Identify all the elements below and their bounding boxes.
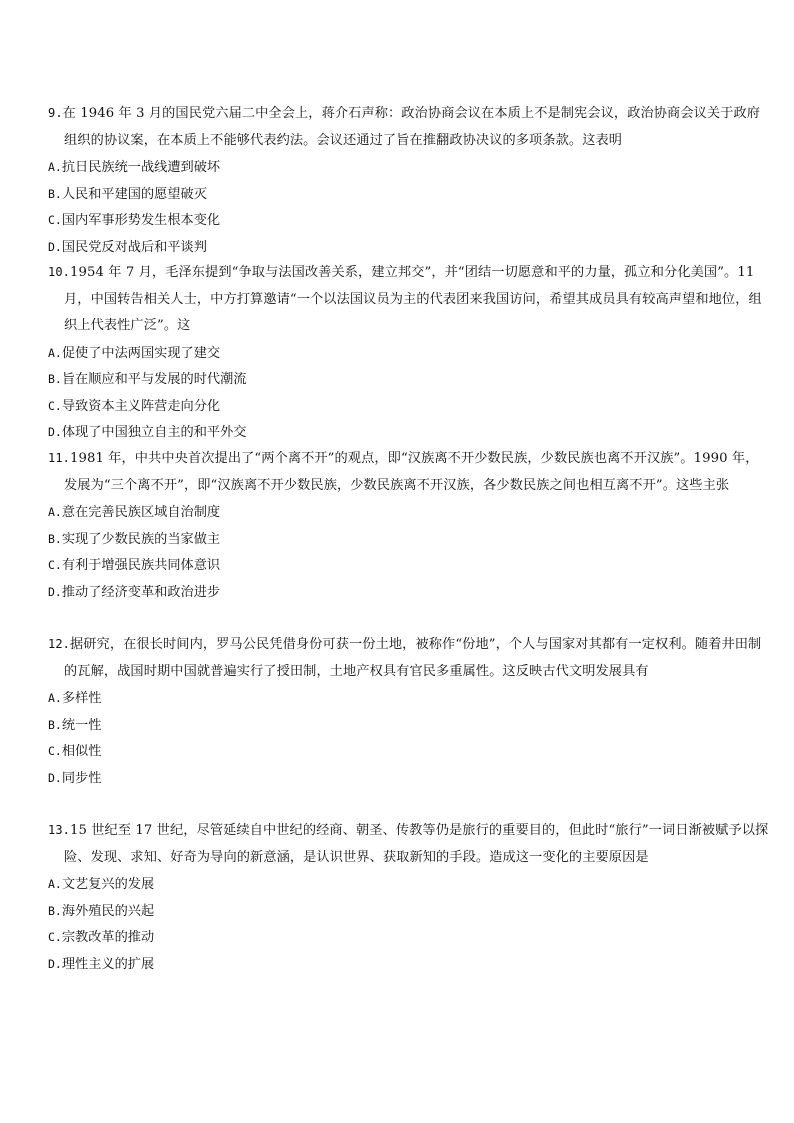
option-letter: D. (48, 956, 62, 971)
option-d[interactable] (48, 951, 770, 978)
option-text: 海外殖民的兴起 (61, 903, 155, 919)
question-12 (48, 631, 770, 791)
question-stem (48, 100, 770, 154)
option-letter: A. (48, 691, 62, 705)
option-d[interactable] (48, 579, 770, 606)
option-text: 旨在顺应和平与发展的时代潮流 (61, 372, 247, 387)
option-text: 国民党反对战后和平谈判 (61, 239, 207, 255)
option-text: 人民和平建国的愿望破灭 (61, 186, 207, 202)
option-letter: A. (48, 160, 62, 174)
option-text: 国内军事形势发生根本变化 (61, 213, 221, 228)
question-text: 据研究，在很长时间内，罗马公民凭借身份可获一份土地，被称作“份地”，个人与国家对其都有一定权利。随着井田制的瓦解，战国时期中国就普遍实行了授田制，土地产权具有官民多重属性。这反映古代文明发展具有 (64, 637, 762, 679)
option-letter: B. (48, 186, 62, 201)
question-text: 1954 年 7 月，毛泽东提到“争取与法国改善关系，建立邦交”，并“团结一切愿意和平的力量，孤立和分化美国”。11 月，中国转告相关人士，中方打算邀请“一个以法国议员为主的代表团来我国访问，希望其成员具有较高声望和地位，组织上代表性广泛”。这 (64, 265, 762, 333)
option-letter: B. (48, 372, 62, 386)
option-letter: B. (48, 717, 62, 732)
option-letter: D. (48, 239, 62, 254)
option-text: 抗日民族统一战线遭到破坏 (61, 160, 221, 175)
question-stem (48, 259, 770, 340)
option-c[interactable] (48, 924, 770, 951)
option-letter: A. (48, 505, 62, 519)
option-text: 推动了经济变革和政治进步 (61, 584, 221, 600)
question-number: 13. (48, 823, 70, 837)
option-text: 有利于增强民族共同体意识 (61, 558, 221, 573)
option-a[interactable] (48, 154, 770, 181)
answer-options (48, 499, 770, 605)
option-d[interactable] (48, 419, 770, 446)
option-letter: C. (48, 213, 62, 227)
option-letter: D. (48, 425, 62, 439)
answer-options (48, 340, 770, 446)
question-13 (48, 817, 770, 977)
option-b[interactable] (48, 181, 770, 208)
option-c[interactable] (48, 738, 770, 765)
option-letter: C. (48, 744, 62, 758)
option-letter: B. (48, 903, 62, 918)
option-letter: B. (48, 531, 62, 546)
option-text: 统一性 (61, 717, 102, 733)
option-text: 宗教改革的推动 (61, 930, 155, 945)
option-b[interactable] (48, 366, 770, 393)
option-letter: D. (48, 584, 62, 599)
question-text: 在 1946 年 3 月的国民党六届二中全会上，蒋介石声称：政治协商会议在本质上不是制宪会议，政治协商会议关于政府组织的协议案，在本质上不能够代表约法。会议还通过了旨在推翻政协决议的多项条款。这表明 (62, 106, 761, 148)
option-d[interactable] (48, 234, 770, 261)
option-letter: C. (48, 398, 62, 413)
answer-options (48, 871, 770, 977)
option-text: 导致资本主义阵营走向分化 (61, 398, 221, 414)
option-text: 意在完善民族区域自治制度 (61, 505, 221, 520)
option-text: 理性主义的扩展 (61, 956, 155, 972)
question-stem (48, 631, 770, 685)
question-text: 15 世纪至 17 世纪，尽管延续自中世纪的经商、朝圣、传教等仍是旅行的重要目的，但此时“旅行”一词日渐被赋予以探险、发现、求知、好奇为导向的新意涵，是认识世界、获取新知的手段。造成这一变化的主要原因是 (64, 823, 769, 865)
answer-options (48, 154, 770, 260)
option-b[interactable] (48, 526, 770, 553)
question-11 (48, 445, 770, 605)
option-letter: C. (48, 930, 62, 944)
question-number: 9. (48, 106, 63, 120)
option-text: 文艺复兴的发展 (61, 877, 155, 892)
answer-options (48, 685, 770, 791)
option-a[interactable] (48, 340, 770, 367)
option-b[interactable] (48, 712, 770, 739)
option-letter: D. (48, 770, 62, 785)
question-number: 12. (48, 637, 70, 651)
option-a[interactable] (48, 499, 770, 526)
option-c[interactable] (48, 552, 770, 579)
option-text: 体现了中国独立自主的和平外交 (61, 425, 247, 440)
option-text: 相似性 (61, 744, 102, 759)
option-text: 实现了少数民族的当家做主 (61, 531, 221, 547)
option-c[interactable] (48, 393, 770, 420)
question-10 (48, 259, 770, 446)
option-text: 同步性 (61, 770, 102, 786)
option-d[interactable] (48, 765, 770, 792)
option-c[interactable] (48, 207, 770, 234)
question-stem (48, 445, 770, 499)
option-a[interactable] (48, 871, 770, 898)
question-stem (48, 817, 770, 871)
option-b[interactable] (48, 898, 770, 925)
question-9 (48, 100, 770, 260)
question-number: 10. (48, 265, 70, 279)
option-letter: C. (48, 558, 62, 572)
option-a[interactable] (48, 685, 770, 712)
option-text: 多样性 (61, 691, 102, 706)
option-letter: A. (48, 345, 62, 360)
option-text: 促使了中法两国实现了建交 (61, 345, 221, 361)
question-number: 11. (48, 451, 70, 465)
option-letter: A. (48, 877, 62, 891)
question-text: 1981 年，中共中央首次提出了“两个离不开”的观点，即“汉族离不开少数民族，少数民族也离不开汉族”。1990 年，发展为“三个离不开”，即“汉族离不开少数民族，少数民族离不开汉族，各少数民族之间也相互离不开”。这些主张 (64, 451, 759, 493)
